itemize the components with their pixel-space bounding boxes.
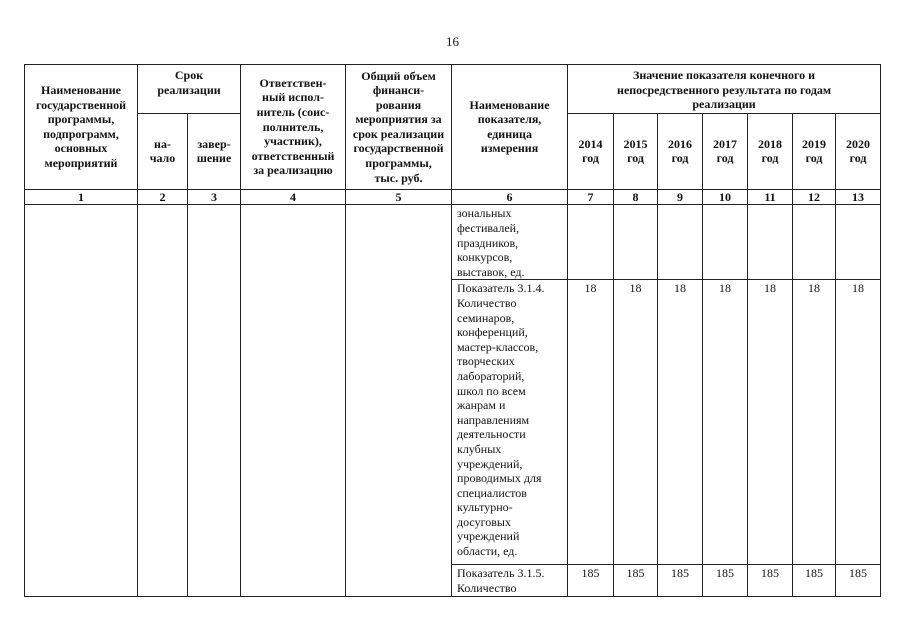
text-line: полнитель, [262, 119, 324, 134]
header-year-2019: 2019 год [793, 113, 836, 189]
value-cell: 185 [568, 565, 614, 596]
text-line: жанрам и [457, 398, 506, 413]
header-period [138, 65, 241, 114]
text-line: школ по всем [457, 383, 526, 398]
text-line: направлениям [457, 412, 530, 427]
value-cell [836, 205, 881, 280]
text-line: государственной [353, 141, 444, 156]
empty-executor-cell [241, 205, 346, 596]
text-line: деятельности [457, 427, 526, 442]
text-line: ный испол- [262, 90, 324, 105]
text-line: лабораторий, [457, 368, 525, 383]
text-line: показателя, [477, 112, 542, 127]
value-cell: 185 [793, 565, 836, 596]
value-cell: 18 [614, 280, 658, 565]
text-line: Наименование [41, 83, 121, 98]
text-line: подпрограмм, [43, 126, 119, 141]
text-line: ответственный [251, 148, 335, 163]
text-line: семинаров, [457, 310, 515, 325]
text-line: тыс. руб. [374, 170, 423, 185]
header-year-2017: 2017 год [703, 113, 748, 189]
column-number: 7 [568, 189, 614, 205]
text-line: Наименование [469, 97, 550, 112]
header-indicator-name [452, 65, 568, 190]
text-line: учреждений [457, 529, 520, 544]
text-line: Показатель 3.1.4. [457, 281, 545, 296]
header-funding [346, 65, 452, 190]
text-line: Срок [174, 68, 204, 82]
column-number: 13 [836, 189, 881, 205]
text-line: за реализацию [253, 163, 333, 178]
value-cell [568, 205, 614, 280]
header-indicator-values [568, 65, 881, 114]
text-line: государственной [35, 97, 127, 112]
empty-program-cell [25, 205, 138, 596]
text-line: реализации [692, 97, 756, 112]
column-number: 6 [452, 189, 568, 205]
value-cell [658, 205, 703, 280]
value-cell: 18 [568, 280, 614, 565]
text-line: нитель (соис- [256, 105, 330, 119]
text-line: Показатель 3.1.5. [457, 566, 545, 581]
indicator-cell [452, 565, 568, 596]
text-line: культурно- [457, 500, 513, 515]
column-number: 12 [793, 189, 836, 205]
text-line: мероприятий [44, 156, 118, 171]
page-number: 16 [446, 34, 459, 49]
text-line: учреждений, [457, 456, 523, 471]
text-line: зональных [457, 206, 512, 221]
text-line: специалистов [457, 485, 527, 500]
text-line: фестивалей, [457, 220, 520, 235]
column-number: 11 [748, 189, 793, 205]
text-line: праздников, [457, 235, 519, 250]
text-line: Общий объем [361, 68, 436, 83]
value-cell [614, 205, 658, 280]
header-program-name [25, 65, 138, 190]
column-number: 8 [614, 189, 658, 205]
header-executor [241, 65, 346, 190]
text-line: завер- [197, 136, 231, 151]
indicator-cell [452, 280, 568, 565]
text-line: мастер-классов, [457, 339, 539, 354]
header-year-2015: 2015 год [614, 113, 658, 189]
text-line: области, ед. [457, 544, 518, 559]
text-line: измерения [480, 141, 539, 156]
text-line: Количество [457, 295, 517, 310]
value-cell [703, 205, 748, 280]
text-line: Значение показателя конечного и [633, 68, 816, 82]
value-cell: 185 [658, 565, 703, 596]
text-line: шение [196, 151, 232, 166]
column-number: 5 [346, 189, 452, 205]
empty-funding-cell [346, 205, 452, 596]
header-year-2020: 2020 год [836, 113, 881, 189]
text-line: программы, [47, 112, 115, 127]
text-line: реализации [157, 82, 221, 97]
value-cell: 185 [748, 565, 793, 596]
column-number: 3 [188, 189, 241, 205]
value-cell [748, 205, 793, 280]
header-year-2018: 2018 год [748, 113, 793, 189]
text-line: творческих [457, 354, 515, 369]
text-line: мероприятия за [355, 112, 442, 127]
value-cell: 185 [614, 565, 658, 596]
value-cell: 18 [703, 280, 748, 565]
empty-end-cell [188, 205, 241, 596]
text-line: Ответствен- [259, 75, 327, 90]
header-year-2014: 2014 год [568, 113, 614, 189]
text-line: единица [487, 126, 532, 141]
text-line: Количество [457, 580, 517, 595]
header-end [188, 113, 241, 189]
empty-start-cell [138, 205, 188, 596]
text-line: клубных [457, 441, 502, 456]
text-line: выставок, ед. [457, 264, 525, 279]
value-cell: 18 [836, 280, 881, 565]
column-number: 4 [241, 189, 346, 205]
value-cell: 18 [748, 280, 793, 565]
value-cell: 185 [836, 565, 881, 596]
header-start [138, 113, 188, 189]
text-line: на- [154, 136, 171, 151]
text-line: финанси- [372, 83, 425, 98]
text-line: досуговых [457, 514, 511, 529]
text-line: конкурсов, [457, 250, 513, 265]
indicator-cell [452, 205, 568, 280]
column-number: 2 [138, 189, 188, 205]
value-cell [793, 205, 836, 280]
text-line: конференций, [457, 325, 528, 340]
value-cell: 18 [658, 280, 703, 565]
program-indicators-table [24, 64, 881, 597]
text-line: проводимых для [457, 471, 542, 486]
text-line: участник), [264, 134, 322, 149]
text-line: рования [375, 97, 422, 112]
text-line: программы, [365, 156, 432, 171]
value-cell: 185 [703, 565, 748, 596]
text-line: непосредственного результата по годам [617, 82, 832, 97]
text-line: чало [149, 151, 176, 166]
column-number: 9 [658, 189, 703, 205]
text-line: срок реализации [352, 126, 445, 141]
text-line: основных [54, 141, 108, 156]
header-year-2016: 2016 год [658, 113, 703, 189]
column-number: 10 [703, 189, 748, 205]
column-number: 1 [25, 189, 138, 205]
value-cell: 18 [793, 280, 836, 565]
